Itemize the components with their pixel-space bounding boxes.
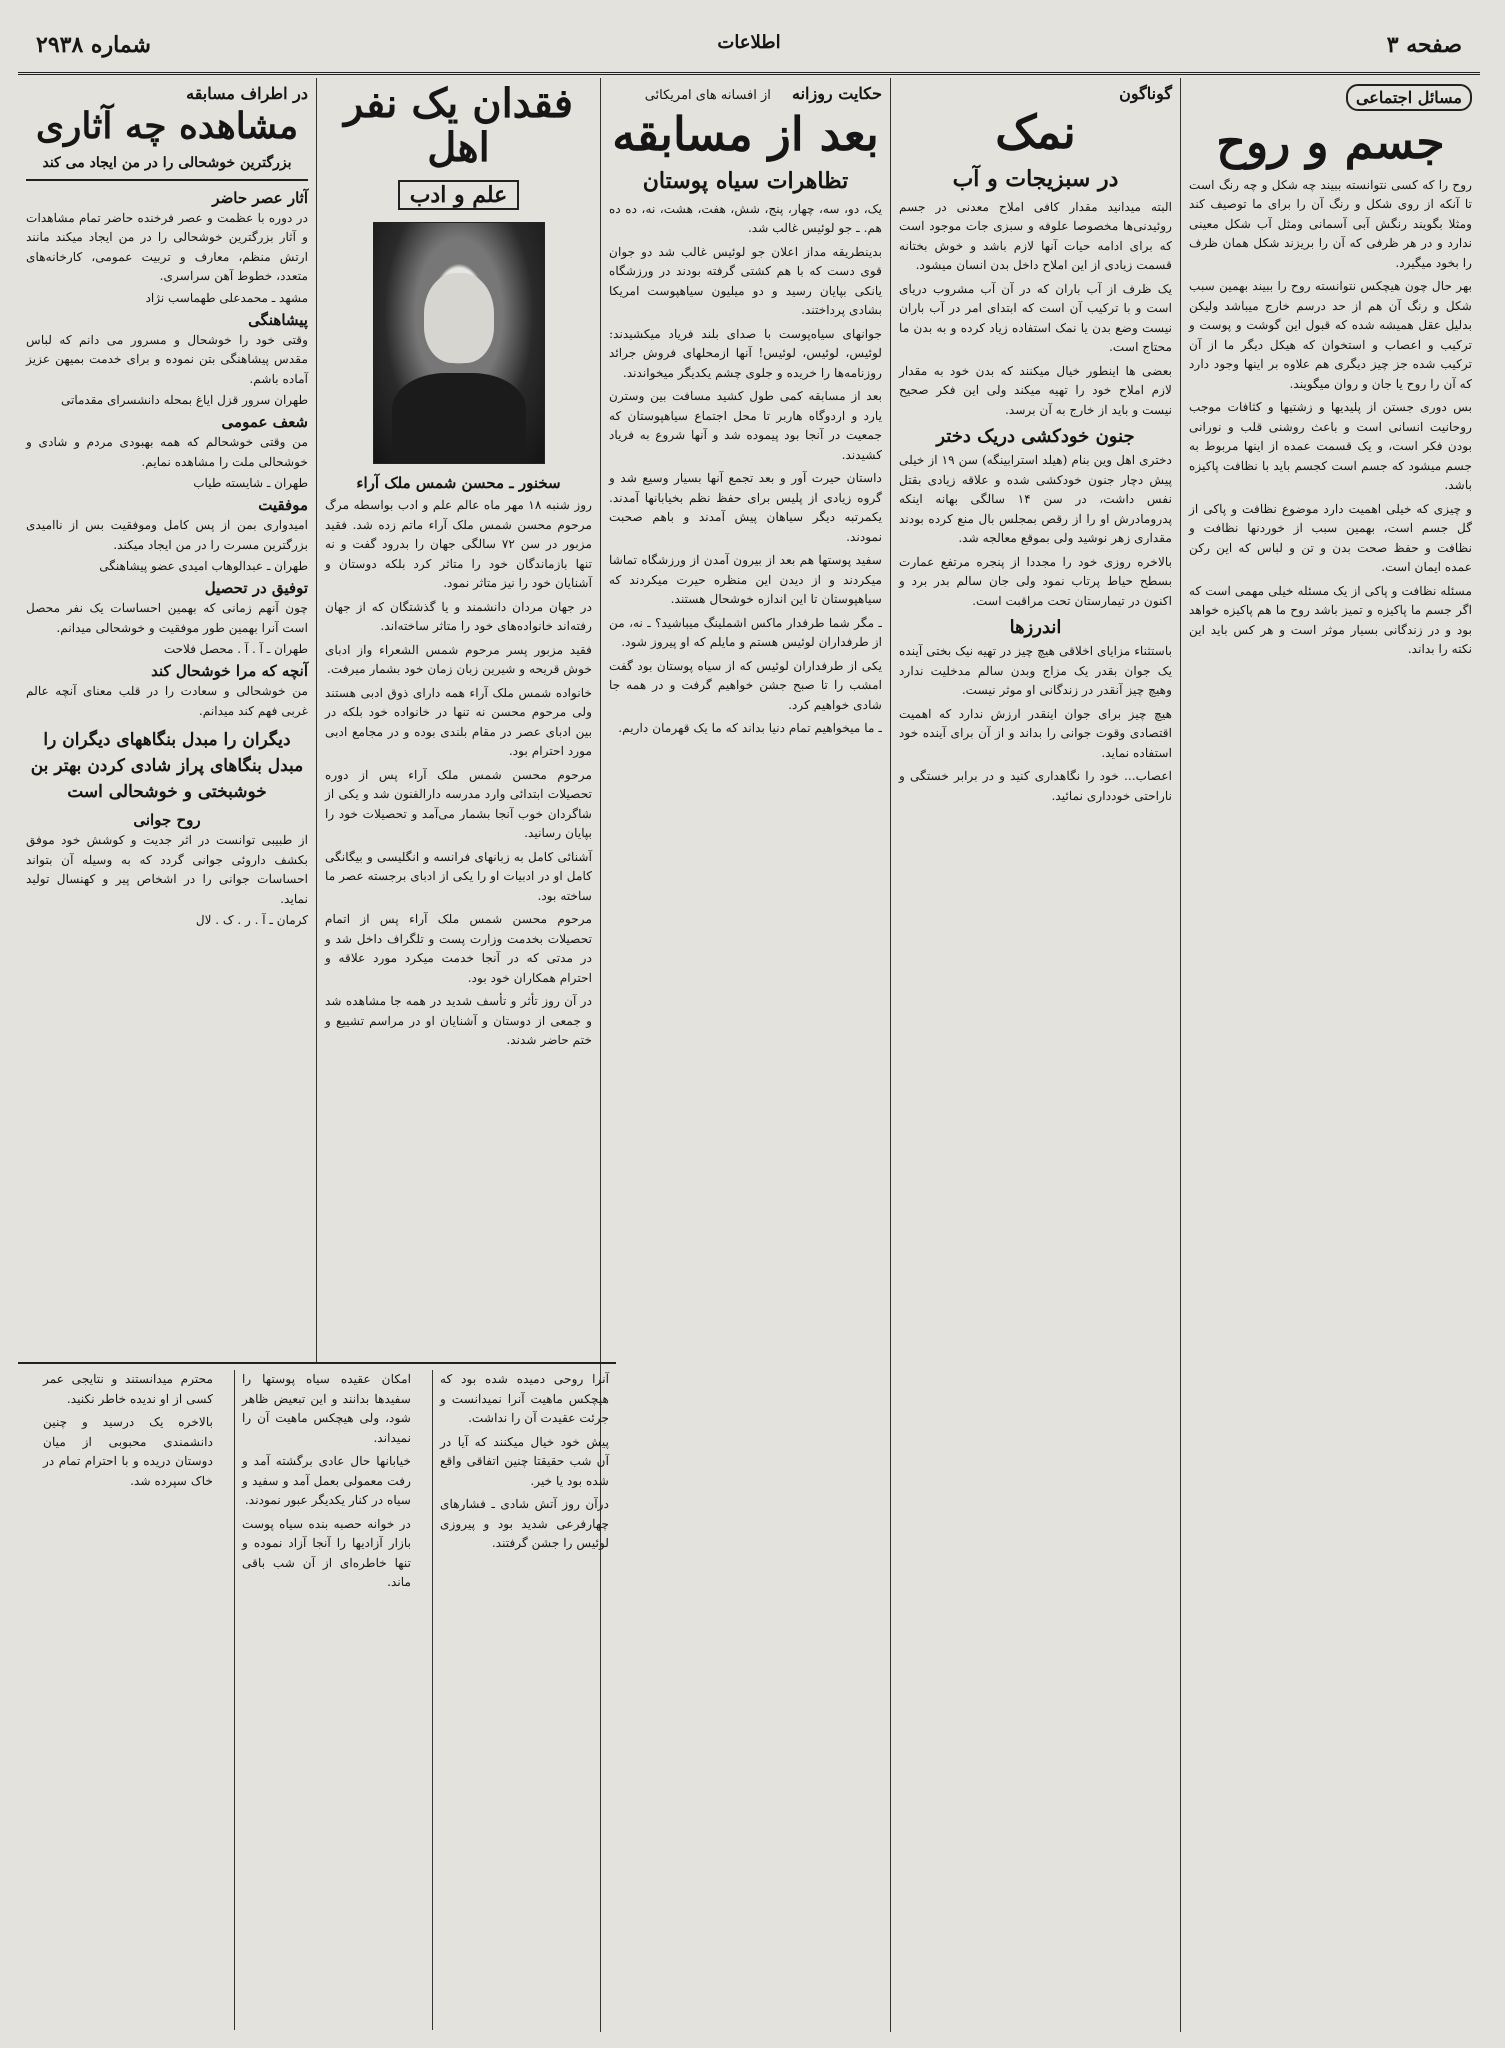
- paragraph: محترم میدانستند و نتایجی عمر کسی از او ندیده خاطر نکنید.: [43, 1372, 213, 1406]
- paragraph: جوانهای سیاه‌پوست با صدای بلند فریاد میکشیدند: لوئیس، لوئیس، لوئیس! آنها ازمحلهای فروش جرائد روزنامه‌ها را خریده و جلوی چشم یکدیگر میخواندند.: [609, 326, 882, 380]
- paragraph: یکی از طرفداران لوئیس که از سیاه پوستان بود گفت امشب را تا صبح جشن خواهیم گرفت و در همه جا شادی خواهیم کرد.: [609, 658, 882, 712]
- paragraph: سفید پوستها هم بعد از بیرون آمدن از ورزشگاه تماشا میکردند و از دیدن این منظره حیرت میکردند که سیاهپوستان تا این اندازه خوشحال هستند.: [609, 553, 882, 607]
- paragraph: بالاخره روزی خود را مجددا از پنجره مرتفع عمارت بسطح حیاط پرتاب نمود ولی جان سالم بدر برد و اکنون در تیمارستان تحت مراقبت است.: [899, 554, 1172, 608]
- paragraph: بعد از مسابقه کمی طول کشید مسافت بین وسترن یارد و اردوگاه هاربر تا محل اجتماع سیاهپوستان که جمعیت در آنجا بود پیموده شد و آنها شروع به فریاد کشیدند.: [609, 389, 882, 462]
- portrait-suit: [392, 373, 526, 463]
- continuation-column: [432, 1370, 616, 2030]
- paragraph: خیابانها حال عادی برگشته آمد و رفت معمولی بعمل آمد و سفید و سیاه در کنار یکدیگر عبور نمودند.: [242, 1454, 411, 1507]
- article-headline: مشاهده چه آثاری: [35, 105, 299, 147]
- column-after-the-match: [600, 78, 890, 2032]
- section-title: آثار عصر حاضر: [212, 188, 308, 207]
- column-salt: [890, 78, 1180, 2032]
- paragraph: در جهان مردان دانشمند و یا گذشتگان که از جهان رفته‌اند خانواده‌های خود را متاثر ساخته‌اند.: [325, 599, 592, 633]
- signature: طهران سرور قزل ایاغ بمحله دانشسرای مقدماتی: [61, 393, 308, 408]
- paragraph: و چیزی که خیلی اهمیت دارد موضوع نظافت و پاکی از گل جسم است، بهمین سبب از خوردنها نظافت و نظافت و حفظ صحت بدن و تن و لباس که این رکن عمده ایمان است.: [1189, 501, 1472, 575]
- paragraph: ـ مگر شما طرفدار ماکس اشملینگ میباشید؟ ـ نه، من از طرفداران لوئیس هستم و مایلم که او پیروز شود.: [609, 615, 882, 650]
- article-subhead: تظاهرات سیاه پوستان: [642, 167, 849, 194]
- column-what-makes-happy: [18, 78, 316, 1362]
- masthead: [18, 22, 1480, 75]
- paragraph: البته میدانید مقدار کافی املاح معدنی در جسم روئیدنی‌ها مخصوصا علوفه و سبزی جات موجود است که برای ادامه حیات آنها لازم باشد و خوش بختانه قسمت زیادی از این املاح داخل بدن انسان میشود.: [899, 199, 1172, 273]
- section-title: توفیق در تحصیل: [204, 579, 308, 598]
- paragraph: یک، دو، سه، چهار، پنج، شش، هفت، هشت، نه، ده ده هم. ـ جو لوئیس غالب شد.: [609, 201, 882, 236]
- page-number: صفحه ۳: [1386, 32, 1462, 58]
- issue-number: شماره ۲۹۳۸: [36, 32, 151, 58]
- paragraph: مرحوم محسن شمس ملک آراء پس از اتمام تحصیلات بخدمت وزارت پست و تلگراف داخل شد و در مدتی که در آنجا خدمت میکرد مورد علاقه و احترام همکاران خود بود.: [325, 912, 592, 985]
- paragraph: باستثناء مزایای اخلاقی هیچ چیز در تهیه نیک بختی آینده یک جوان بقدر یک مزاج وبدن سالم مدخلیت ندارد وهیچ چیز آنقدر در زندگانی او موثر نیست.: [899, 644, 1172, 698]
- paragraph: مرحوم محسن شمس ملک آراء پس از دوره تحصیلات ابتدائی وارد مدرسه دارالفنون شد و یکی از شاگردان خوب آنجا بشمار می‌آمد و تحصیلات خود را بپایان رسانید.: [325, 767, 592, 840]
- article-headline: نمک: [995, 105, 1076, 159]
- paragraph: فقید مزبور پسر مرحوم شمس الشعراء واز ادبای خوش قریحه و شیرین زبان زمان خود بشمار میرفت.: [325, 642, 592, 676]
- column-kicker: گوناگون: [1119, 84, 1172, 103]
- signature: طهران ـ آ . آ . محصل فلاحت: [163, 642, 308, 657]
- paragraph: در آن روز تأثر و تأسف شدید در همه جا مشاهده شد و جمعی از دوستان و آشنایان او در مراسم تشییع و ختم حاضر شدند.: [325, 994, 592, 1047]
- section-title: آنچه که مرا خوشحال کند: [151, 662, 308, 681]
- column-kicker: حکایت روزانه: [792, 84, 882, 103]
- paragraph: خانواده شمس ملک آراء همه دارای ذوق ادبی هستند ولی مرحوم محسن نه تنها در خانواده خود بلکه در بین ادبای عصر در مقام بلندی بوده و در مجامع ادبی مورد احترام بود.: [325, 685, 592, 758]
- column-obituary: [316, 78, 600, 1362]
- section-title: روح جوانی: [133, 811, 201, 830]
- paragraph: در دوره با عظمت و عصر فرخنده حاضر تمام مشاهدات و آثار بزرگترین خوشحالی را در من ایجاد میکند مانند ارتش منظم، معارف و تربیت عمومی، کارخانه‌های متعدد، خطوط آهن سراسری.: [26, 210, 308, 284]
- paragraph: آشنائی کامل به زبانهای فرانسه و انگلیسی و بیگانگی کامل او در ادبیات او را یکی از ادبای برجسته عصر ما ساخته بود.: [325, 849, 592, 903]
- paragraph: بس دوری جستن از پلیدیها و زشتیها و کثافات موجب روحانیت انسانی است و باعث روشنی قلب و نورانی بودن فکر است، و یک قسمت عمده از اینها مربوط به جسم میشود که جسم است کجسم باید با نظافت پاکیزه باشد.: [1189, 400, 1472, 493]
- article-subhead: بزرگترین خوشحالی را در من ایجاد می کند: [42, 154, 292, 171]
- paragraph: هیچ چیز برای جوان اینقدر ارزش ندارد که اهمیت اقتصادی وقوت جوانی را بداند و از آن برای آینده خود استفاده نماید.: [899, 706, 1172, 760]
- column-kicker: مسائل اجتماعی: [1346, 84, 1472, 111]
- section-title: جنون خودکشی دریک دختر: [936, 426, 1135, 448]
- continuation-column: [234, 1370, 418, 2030]
- paragraph: من وقتی خوشحالم که همه بهبودی مردم و شادی و خوشحالی ملت را مشاهده نمایم.: [26, 435, 308, 469]
- signature: طهران ـ شایسته طیاب: [193, 476, 308, 491]
- paragraph: وقتی خود را خوشحال و مسرور می دانم که لباس مقدس پیشاهنگی بتن نموده و برای خدمت بمیهن عزیز آماده باشم.: [26, 332, 308, 386]
- continuation-band: [18, 1362, 616, 2034]
- portrait-face: [424, 273, 494, 363]
- paragraph: بالاخره یک درسید و چنین دانشمندی محبوبی از میان دوستان دریده و با احترام تمام در خاک سپرده شد.: [43, 1415, 213, 1488]
- paragraph: چون آنهم زمانی که بهمین احساسات یک نفر محصل است آنرا بهمین طور موفقیت و خوشحالی میدانم.: [26, 601, 308, 635]
- signature: طهران ـ عبدالوهاب امیدی عضو پیشاهنگی: [99, 559, 308, 574]
- paragraph: داستان حیرت آور و بعد تجمع آنها بسیار وسیع شد و گروه زیادی از پلیس برای حفظ نظم بخیابانها آمدند. یکمرتبه دیگر سیاهان پیش آمدند و باهم صحبت نمودند.: [609, 471, 882, 544]
- photo-caption: سخنور ـ محسن شمس ملک آراء: [356, 474, 561, 492]
- paragraph: روز شنبه ۱۸ مهر ماه عالم علم و ادب بواسطه مرگ مرحوم محسن شمس ملک آراء ماتم زده شد. فقید مزبور در سن ۷۲ سالگی جهان را بدرود گفت و نه تنها بازماندگان خود را متاثر کرد بلکه دوستان و آشنایان خود را نیز متاثر نمود.: [325, 498, 592, 590]
- column-kicker-secondary: از افسانه های امریکائی: [644, 88, 771, 103]
- paper-name: اطلاعات: [717, 32, 781, 53]
- signature: مشهد ـ محمدعلی طهماسب نژاد: [145, 290, 308, 305]
- section-title: موفقیت: [258, 496, 308, 515]
- paragraph: درآن روز آتش شادی ـ فشارهای چهارفرعی شدید بود و پیروزی لوئیس را جشن گرفتند.: [440, 1497, 609, 1550]
- signature: کرمان ـ آ . ر . ک . لال: [195, 913, 308, 928]
- paragraph: پیش خود خیال میکنند که آیا در آن شب حقیقتا چنین اتفاقی واقع شده بود یا خیر.: [440, 1434, 609, 1488]
- paragraph: مسئله نظافت و پاکی از یک مسئله خیلی مهمی است که اگر جسم ما پاکیزه و تمیز باشد روح ما هم پاکیزه خواهد بود و در زندگانی بسیار موثر است و هر کس باید این نکته را بداند.: [1189, 583, 1472, 657]
- paragraph: من خوشحالی و سعادت را در قلب معنای آنچه عالم غربی فهم کند میدانم.: [26, 684, 308, 718]
- section-title: پیشاهنگی: [248, 310, 308, 329]
- article-headline: جسم و روح: [1216, 115, 1445, 169]
- paragraph: امکان عقیده سیاه پوستها را سفیدها بدانند و این تبعیض ظاهر شود، ولی هیچکس ماهیت آن را نمیداند.: [242, 1372, 411, 1445]
- paragraph: روح را که کسی نتوانسته ببیند چه شکل و چه رنگ است تا آنکه از روی شکل و رنگ آن را برای ما توصیف کند ومثلا بگویند رنگش آبی آسمانی ومثل آب شکل معینی ندارد و در هر ظرفی که آن را بریزند شکل همان ظرف را بخود میگیرد.: [1189, 177, 1472, 270]
- article-subhead: در سبزیجات و آب: [952, 165, 1119, 192]
- article-headline: بعد از مسابقه: [612, 107, 879, 161]
- paragraph: اعصاب... خود را نگاهداری کنید و در برابر خستگی و ناراحتی خودداری نمائید.: [899, 769, 1172, 803]
- portrait-photo: [373, 222, 545, 464]
- highlighted-quote: دیگران را مبدل بنگاههای دیگران را مبدل بنگاهای پراز شادی کردن بهتر بن خوشبختی و خوشحالی است: [30, 730, 304, 803]
- paragraph: بدینطریقه مداز اعلان جو لوئیس غالب شد دو جوان قوی دست که با هم کشتی گرفته بودند در ورزشگاه یانکی بپایان رسید و دو میلیون سیاهپوست امریکا بشادی پرداختند.: [609, 244, 882, 318]
- paragraph: یک ظرف از آب باران که در آن آب مشروب دریای است و با ترکیب آن است که ابتدای امر در آب باران نیست وضع بدن یا نمک استفاده زیاد کرده و به بدن ما محتاج است.: [899, 281, 1172, 355]
- continuation-column: [36, 1370, 220, 2030]
- section-title: اندرزها: [1009, 617, 1062, 639]
- paragraph: از طبیبی توانست در اثر جدیت و کوشش خود موفق بکشف داروئی جوانی گردد که به وسیله آن بتواند احساسات جوانی را در اشخاص پیر و کهنسال تولید نماید.: [26, 833, 308, 906]
- paragraph: بهر حال چون هیچکس نتوانسته روح را ببیند بهمین سبب شکل و رنگ آن هم از حد درسم خارج میباشد ولیکن بدلیل عقل همیشه شده که قبول این گوشت و پوست و ترکیب و اعصاب و استخوان که هیکل دیگر ما از آن ترکیب شده جز چیز دیگری هم علاوه بر اینها وجود دارد که آن را روح یا جان و روان میگویند.: [1189, 279, 1472, 391]
- paragraph: ـ ما میخواهیم تمام دنیا بداند که ما یک قهرمان داریم.: [618, 721, 882, 736]
- column-kicker: در اطراف مسابقه: [186, 84, 308, 103]
- paragraph: آنرا روحی دمیده شده بود که هیچکس ماهیت آنرا نمیدانست و جرئت عقیدت آن را نداشت.: [440, 1372, 609, 1425]
- section-title: شعف عمومی: [221, 413, 308, 432]
- divider: [26, 179, 308, 181]
- article-subhead: علم و ادب: [398, 180, 520, 210]
- paragraph: امیدواری بمن از پس کامل وموفقیت بس از ناامیدی بزرگترین مسرت را در من ایجاد میکند.: [26, 518, 308, 552]
- newspaper-page: [18, 22, 1480, 2032]
- column-body-and-soul: [1180, 78, 1480, 2032]
- paragraph: بعضی ها اینطور خیال میکنند که بدن خود به مقدار لازم املاح خود را تهیه میکند ولی این فکر صحیح نیست و باید از خارج به آن برسد.: [899, 363, 1172, 417]
- article-headline: فقدان یک نفر اهل: [343, 80, 574, 171]
- paragraph: در خوانه حصبه بنده سیاه پوست بازار آزادیها را آنجا آزاد نموده و تنها خاطره‌ای از آن شب باقی ماند.: [242, 1516, 411, 1589]
- paragraph: دختری اهل وین بنام (هیلد استرابینگه) سن ۱۹ از خیلی پیش دچار جنون خودکشی شده و علاقه زیادی بقتل نفس داشت، در سن ۱۴ سالگی بهانه اینکه پدرومادرش او را از رقص بمجلس بال منع کرده بودند مقداری زهر نوشید ولی بموقع معالجه شد.: [899, 453, 1172, 546]
